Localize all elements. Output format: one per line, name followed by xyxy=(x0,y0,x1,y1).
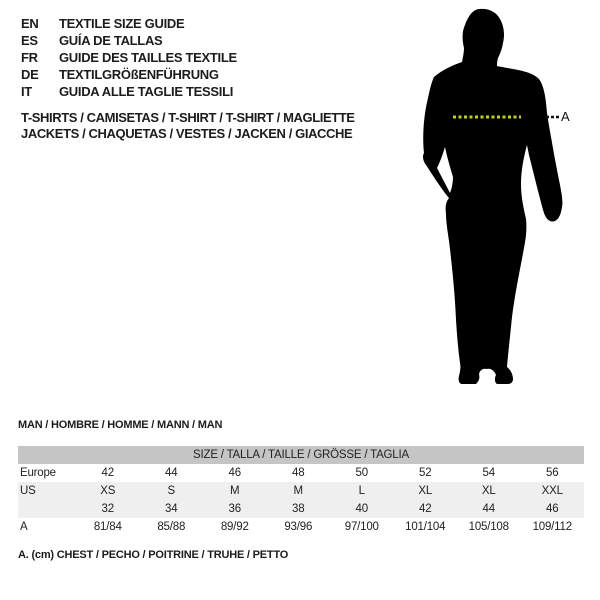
size-cell: 34 xyxy=(140,500,204,518)
size-cell: 89/92 xyxy=(220,521,249,533)
row-label-europe: Europe xyxy=(20,467,56,479)
size-cell: 40 xyxy=(330,500,394,518)
size-cell: 46 xyxy=(228,467,241,479)
table-row-chest-a xyxy=(18,518,584,536)
row-label-a: A xyxy=(20,521,28,533)
size-cell: M xyxy=(203,482,267,500)
language-row xyxy=(21,66,237,83)
size-cell: 52 xyxy=(419,467,432,479)
table-header-label: SIZE / TALLA / TAILLE / GRÖSSE / TAGLIA xyxy=(18,446,584,464)
size-cell: XS xyxy=(76,482,140,500)
man-silhouette-body xyxy=(423,9,562,384)
table-header-bar xyxy=(18,446,584,464)
size-cell: 101/104 xyxy=(405,521,446,533)
size-cell: 85/88 xyxy=(157,521,186,533)
size-cell: L xyxy=(330,482,394,500)
size-cell: 56 xyxy=(546,467,559,479)
row-label-empty xyxy=(18,500,76,518)
language-label: TEXTILGRÖßENFÜHRUNG xyxy=(59,67,219,82)
measurement-figure xyxy=(400,6,584,390)
size-cell: 44 xyxy=(165,467,178,479)
measurement-footnote: A. (cm) CHEST / PECHO / POITRINE / TRUHE / PETTO xyxy=(18,549,289,561)
language-row xyxy=(21,83,237,100)
language-label: GUIDE DES TAILLES TEXTILE xyxy=(59,50,237,65)
language-label: GUIDA ALLE TAGLIE TESSILI xyxy=(59,84,234,99)
size-cell: 32 xyxy=(76,500,140,518)
table-row-us-numeric xyxy=(18,500,584,518)
man-silhouette xyxy=(400,6,584,390)
language-code: DE xyxy=(21,67,39,82)
language-list xyxy=(21,15,237,100)
size-cell: 54 xyxy=(482,467,495,479)
size-cell: 93/96 xyxy=(284,521,313,533)
language-code: ES xyxy=(21,33,38,48)
language-code: EN xyxy=(21,16,39,31)
size-cell: 48 xyxy=(292,467,305,479)
size-cell: 44 xyxy=(457,500,521,518)
size-cell: XXL xyxy=(521,482,585,500)
measure-label-a: A xyxy=(561,109,570,124)
section-title-man: MAN / HOMBRE / HOMME / MANN / MAN xyxy=(18,419,223,431)
table-row-europe xyxy=(18,464,584,482)
category-line-jackets: JACKETS / CHAQUETAS / VESTES / JACKEN / GIACCHE xyxy=(21,126,353,141)
size-cell: 105/108 xyxy=(468,521,509,533)
language-label: TEXTILE SIZE GUIDE xyxy=(59,16,185,31)
size-cell: 42 xyxy=(101,467,114,479)
size-cell: 97/100 xyxy=(344,521,379,533)
language-code: IT xyxy=(21,84,32,99)
size-cell: M xyxy=(267,482,331,500)
size-cell: 36 xyxy=(203,500,267,518)
size-cell: 42 xyxy=(394,500,458,518)
size-cell: 50 xyxy=(355,467,368,479)
size-cell: 46 xyxy=(521,500,585,518)
language-row xyxy=(21,49,237,66)
size-table xyxy=(18,446,584,536)
size-cell: XL xyxy=(457,482,521,500)
language-code: FR xyxy=(21,50,38,65)
size-cell: XL xyxy=(394,482,458,500)
language-row xyxy=(21,32,237,49)
row-label-us: US xyxy=(18,482,76,500)
category-line-tshirts: T-SHIRTS / CAMISETAS / T-SHIRT / T-SHIRT / MAGLIETTE xyxy=(21,110,355,125)
category-list xyxy=(21,110,355,142)
size-cell: 81/84 xyxy=(93,521,122,533)
size-cell: 38 xyxy=(267,500,331,518)
language-row xyxy=(21,15,237,32)
table-row-us xyxy=(18,482,584,500)
size-cell: S xyxy=(140,482,204,500)
size-cell: 109/112 xyxy=(532,521,572,533)
language-label: GUÍA DE TALLAS xyxy=(59,33,163,48)
